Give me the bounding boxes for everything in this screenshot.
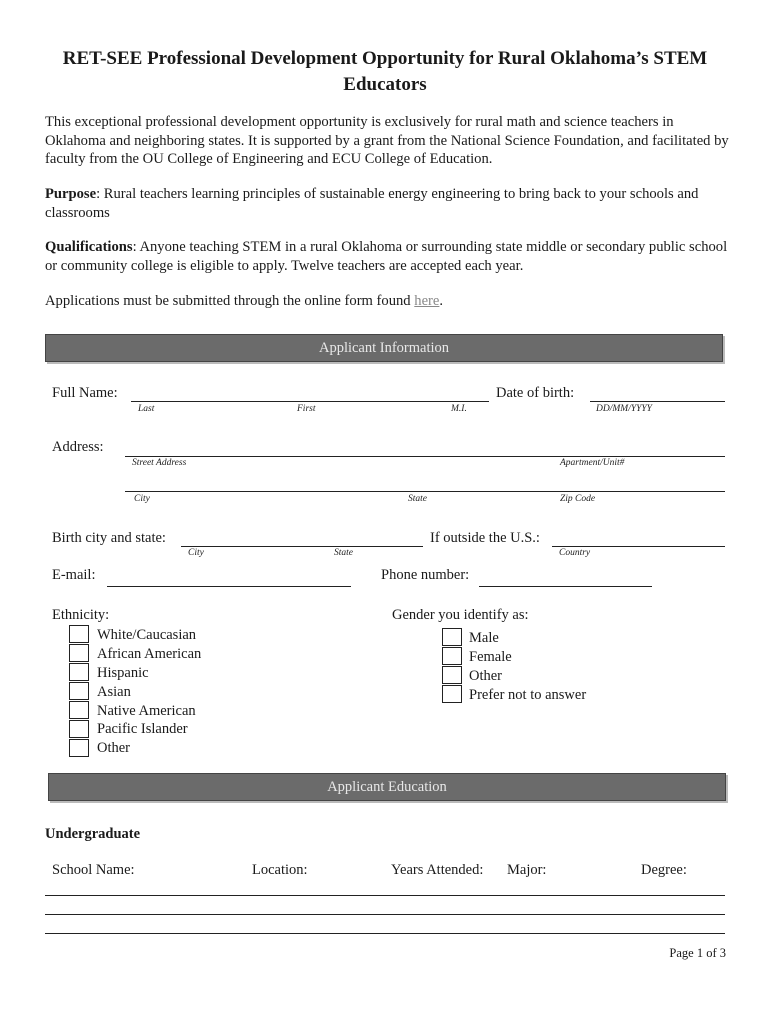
middle-initial-caption: M.I.: [451, 404, 467, 414]
section-header-applicant-information: Applicant Information: [45, 334, 723, 362]
gender-checkbox-male[interactable]: [442, 628, 462, 646]
birth-city-label: Birth city and state:: [52, 530, 166, 546]
page-number: Page 1 of 3: [669, 946, 726, 960]
gender-checkbox-other[interactable]: [442, 666, 462, 684]
city-caption: City: [134, 494, 150, 504]
ethnicity-checkbox-native-american[interactable]: [69, 701, 89, 719]
ethnicity-checkbox-hispanic[interactable]: [69, 663, 89, 681]
intro-paragraph: This exceptional professional development opportunity is exclusively for rural math and science teachers in Oklahoma and neighboring states. It is supported by a grant from the National Science Foundation, and facilitated by faculty from the OU College of Engineering and ECU College of Education.: [45, 114, 729, 167]
undergraduate-heading: Undergraduate: [45, 826, 141, 842]
full-name-field[interactable]: [131, 401, 489, 402]
city-state-zip-field[interactable]: [125, 491, 725, 492]
outside-us-label: If outside the U.S.:: [430, 530, 540, 546]
ethnicity-checkbox-other[interactable]: [69, 739, 89, 757]
phone-number-field[interactable]: [479, 586, 652, 587]
applications-end: .: [439, 293, 444, 309]
address-label: Address:: [52, 439, 104, 455]
ethnicity-checkbox-african-american[interactable]: [69, 644, 89, 662]
gender-checkbox-female[interactable]: [442, 647, 462, 665]
application-form-link[interactable]: here: [414, 293, 440, 309]
country-caption: Country: [559, 548, 591, 558]
date-format-caption: DD/MM/YYYY: [596, 404, 652, 414]
qualifications-text: : Anyone teaching STEM in a rural Oklahoma or surrounding state middle or secondary public school or community college is eligible to apply. Twelve teachers are accepted each year.: [45, 239, 728, 274]
ethnicity-checkbox-asian[interactable]: [69, 682, 89, 700]
gender-option-label: Male: [469, 630, 499, 646]
full-name-label: Full Name:: [52, 385, 118, 401]
ethnicity-option-label: White/Caucasian: [97, 627, 197, 643]
email-label: E-mail:: [52, 567, 96, 583]
ethnicity-option-label: African American: [97, 646, 202, 662]
date-of-birth-field[interactable]: [590, 401, 725, 402]
state-caption: State: [408, 494, 427, 504]
last-name-caption: Last: [138, 404, 155, 414]
education-row-line[interactable]: [45, 933, 725, 934]
page-title: RET-SEE Professional Development Opportunity for Rural Oklahoma’s STEM Educators: [62, 48, 708, 95]
first-name-caption: First: [297, 404, 316, 414]
purpose-paragraph: [45, 185, 730, 222]
applications-paragraph: [45, 292, 730, 311]
gender-option-label: Other: [469, 668, 503, 684]
education-row-line[interactable]: [45, 914, 725, 915]
ethnicity-option-label: Native American: [97, 703, 196, 719]
purpose-label: Purpose: [45, 186, 97, 202]
major-label: Major:: [507, 862, 547, 878]
purpose-text: : Rural teachers learning principles of sustainable energy engineering to bring back to your schools and classrooms: [45, 186, 699, 221]
section-header-applicant-education: Applicant Education: [48, 773, 726, 801]
school-name-label: School Name:: [52, 862, 135, 878]
applications-text: Applications must be submitted through the online form found: [45, 293, 415, 309]
phone-number-label: Phone number:: [381, 567, 470, 583]
apartment-caption: Apartment/Unit#: [560, 458, 625, 468]
street-address-caption: Street Address: [132, 458, 187, 468]
gender-option-label: Female: [469, 649, 512, 665]
birth-city-caption: City: [188, 548, 204, 558]
date-of-birth-label: Date of birth:: [496, 385, 575, 401]
location-label: Location:: [252, 862, 308, 878]
degree-label: Degree:: [641, 862, 687, 878]
ethnicity-checkbox-pacific-islander[interactable]: [69, 720, 89, 738]
gender-checkbox-prefer-not[interactable]: [442, 685, 462, 703]
zip-code-caption: Zip Code: [560, 494, 596, 504]
email-field[interactable]: [107, 586, 351, 587]
education-row-line[interactable]: [45, 895, 725, 896]
ethnicity-checkbox-white[interactable]: [69, 625, 89, 643]
ethnicity-option-label: Other: [97, 740, 131, 756]
street-address-field[interactable]: [125, 456, 725, 457]
ethnicity-label: Ethnicity:: [52, 607, 110, 623]
qualifications-label: Qualifications: [45, 239, 133, 255]
country-field[interactable]: [552, 546, 725, 547]
birth-state-caption: State: [334, 548, 353, 558]
gender-option-label: Prefer not to answer: [469, 687, 587, 703]
ethnicity-option-label: Hispanic: [97, 665, 149, 681]
ethnicity-option-label: Pacific Islander: [97, 721, 188, 737]
birth-city-field[interactable]: [181, 546, 423, 547]
qualifications-paragraph: [45, 238, 730, 275]
gender-label: Gender you identify as:: [392, 607, 529, 623]
ethnicity-option-label: Asian: [97, 684, 131, 700]
years-attended-label: Years Attended:: [391, 862, 484, 878]
